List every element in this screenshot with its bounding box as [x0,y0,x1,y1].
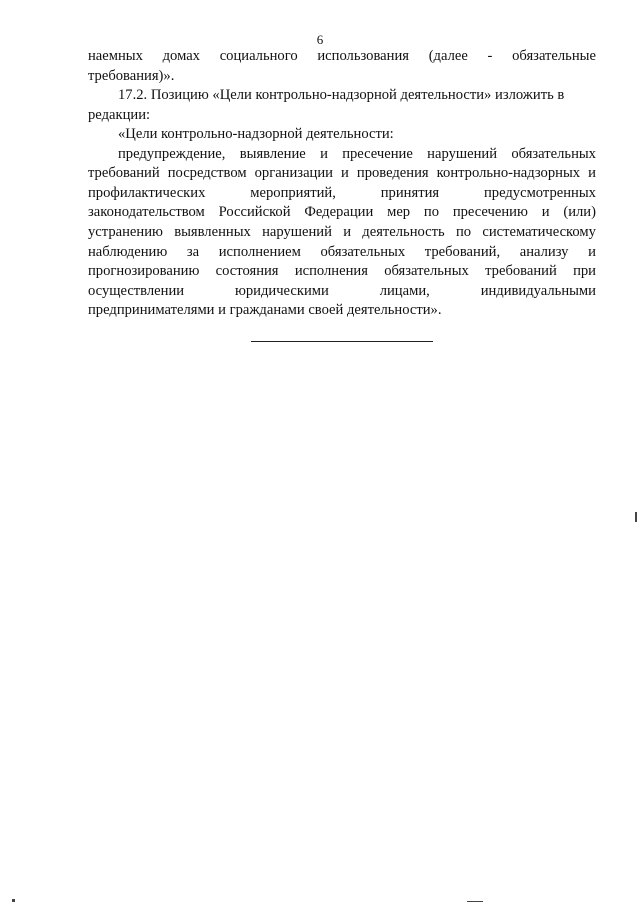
word: исполнения [294,263,368,280]
word: обязательных [511,145,596,162]
word: пресечению [452,204,528,221]
word: и [341,165,349,182]
word: при [573,263,596,280]
quote-line [88,184,596,204]
word: пресечение [342,145,413,162]
quote-body [88,145,596,302]
word: систематическому [482,223,596,240]
word: за [186,243,200,260]
word: юридическими [234,282,329,299]
word: предупреждение, [118,145,226,162]
word: мероприятий, [250,184,336,201]
word: деятельность [362,223,445,240]
word: обязательных [384,263,469,280]
word: принятия [380,184,440,201]
continuation-line-1 [88,47,596,67]
quote-line [88,282,596,302]
word: Российской [218,204,291,221]
word: - [487,48,493,64]
quote-line [88,223,596,243]
word: состояния [215,263,279,280]
word: по [455,223,472,240]
word: контрольно-надзорных [436,165,581,182]
quote-line [88,262,596,282]
word: наблюдению [88,243,168,260]
quote-heading: «Цели контрольно-надзорной деятельности: [118,126,394,142]
word: прогнозированию [88,263,200,280]
page-number: 6 [316,32,324,47]
word: и [320,145,328,162]
quote-line [88,164,596,184]
word: исполнением [218,243,301,260]
word: (далее [428,48,468,64]
word: профилактических [88,184,206,201]
word: предусмотренных [483,184,596,201]
word: требований [485,263,557,280]
word: организации [254,165,333,182]
word: индивидуальными [480,282,596,299]
word: выявление [239,145,306,162]
quoted-definition [88,125,596,321]
word: наемных [88,48,143,64]
word: анализу [519,243,569,260]
word: (или) [563,204,596,221]
word: домах [162,48,200,64]
word: лицами, [379,282,430,299]
word: нарушений [262,223,332,240]
section-separator-line [251,341,433,342]
item-17-2-line-2: редакции: [88,106,151,123]
word: мер [387,204,411,221]
item-17-2 [88,86,596,125]
word: устранению [88,223,163,240]
paragraph-continuation [88,47,596,86]
scan-artifact-mark [635,512,637,522]
word: и [588,165,596,182]
word: требований, [424,243,501,260]
quote-last-line: предпринимателями и гражданами своей деятельности». [88,302,442,319]
word: выявленных [174,223,251,240]
word: обязательные [512,48,596,64]
quote-line [88,243,596,263]
word: и [343,223,352,240]
continuation-line-2: требования)». [88,67,175,84]
scan-artifact-mark [467,901,483,902]
quote-line [88,145,596,165]
word: Федерации [304,204,374,221]
word: использования [317,48,409,64]
word: обязательных [320,243,406,260]
word: законодательством [88,204,205,221]
item-17-2-line-1: 17.2. Позицию «Цели контрольно-надзорной деятельности» изложить в [118,87,565,103]
word: по [423,204,440,221]
word: и [541,204,550,221]
word: нарушений [427,145,498,162]
quote-line [88,203,596,223]
word: осуществлении [88,282,185,299]
word: социального [219,48,298,64]
scan-artifact-mark [12,899,15,902]
word: проведения [356,165,429,182]
word: и [588,243,596,260]
word: требований [88,165,160,182]
word: посредством [167,165,247,182]
